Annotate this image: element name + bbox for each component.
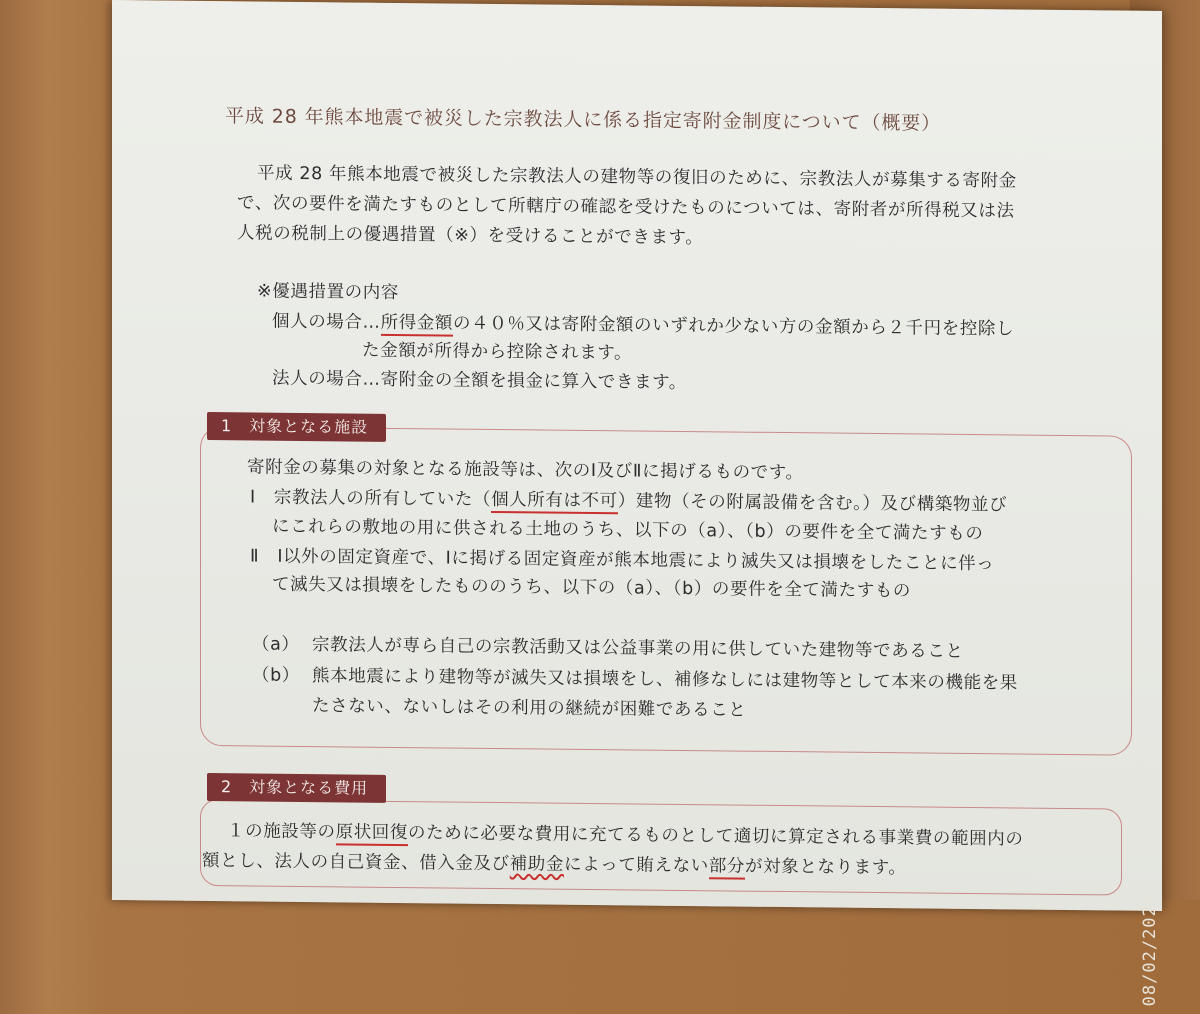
document-title: 平成 28 年熊本地震で被災した宗教法人に係る指定寄附金制度について（概要） bbox=[225, 105, 942, 135]
intro-line-2: で、次の要件を満たすものとして所轄庁の確認を受けたものについては、寄附者が所得税又は法 bbox=[237, 193, 1015, 222]
section1-line-1: 寄附金の募集の対象となる施設等は、次のⅠ及びⅡに掲げるものです。 bbox=[247, 457, 804, 484]
intro-line-3: 人税の税制上の優遇措置（※）を受けることができます。 bbox=[237, 223, 704, 249]
section1-line-4: Ⅱ Ⅰ以外の固定資産で、Ⅰに掲げる固定資産が熊本地震により滅失又は損壊をしたことに伴っ bbox=[250, 546, 995, 575]
condition-a-text: 宗教法人が専ら自己の宗教活動又は公益事業の用に供していた建物等であること bbox=[312, 635, 964, 662]
photo-date-stamp: 08/02/2024 bbox=[1140, 894, 1160, 1007]
measures-heading: ※優遇措置の内容 bbox=[257, 281, 399, 304]
section2-line-2: 額とし、法人の自己資金、借入金及び補助金によって賄えない部分が対象となります。 bbox=[202, 850, 907, 879]
measures-individual bbox=[272, 308, 1014, 341]
section2-line-1: １の施設等の原状回復のために必要な費用に充てるものとして適切に算定される事業費の範囲内の bbox=[227, 821, 1024, 850]
underlined-portion: 部分 bbox=[709, 856, 745, 879]
condition-a-label: （a） bbox=[252, 634, 300, 655]
individual-prefix: 個人の場合… bbox=[272, 311, 381, 333]
individual-rest: の４０％又は寄附金額のいずれか少ない方の金額から２千円を控除し bbox=[453, 313, 1015, 340]
underlined-income: 所得金額 bbox=[381, 313, 453, 337]
measures-individual-line2: た金額が所得から控除されます。 bbox=[362, 340, 633, 364]
condition-b-text: 熊本地震により建物等が滅失又は損壊をし、補修なしには建物等として本来の機能を果 bbox=[312, 666, 1018, 694]
condition-b-text-2: たさない、ないしはその利用の継続が困難であること bbox=[312, 696, 747, 721]
underlined-restoration: 原状回復 bbox=[336, 822, 408, 846]
section1-line-5: て滅失又は損壊をしたもののうち、以下の（a）、（b）の要件を全て満たすもの bbox=[272, 574, 912, 602]
section1-tab: 1 対象となる施設 bbox=[207, 412, 386, 442]
section2-tab: 2 対象となる費用 bbox=[207, 773, 386, 803]
underlined-personal-not-allowed: 個人所有は不可 bbox=[491, 490, 618, 514]
section1-line-2: Ⅰ 宗教法人の所有していた（個人所有は不可）建物（その附属設備を含む。）及び構築物並び bbox=[250, 487, 1008, 516]
section1-line-3: にこれらの敷地の用に供される土地のうち、以下の（a）、（b）の要件を全て満たすもの bbox=[272, 516, 984, 545]
measures-corporate: 法人の場合…寄附金の全額を損金に算入できます。 bbox=[272, 368, 687, 394]
intro-line-1: 平成 28 年熊本地震で被災した宗教法人の建物等の復旧のために、宗教法人が募集する寄附金 bbox=[257, 163, 1017, 192]
condition-b-label: （b） bbox=[252, 665, 300, 686]
document-page bbox=[112, 0, 1162, 911]
underlined-subsidy: 補助金 bbox=[509, 854, 565, 875]
